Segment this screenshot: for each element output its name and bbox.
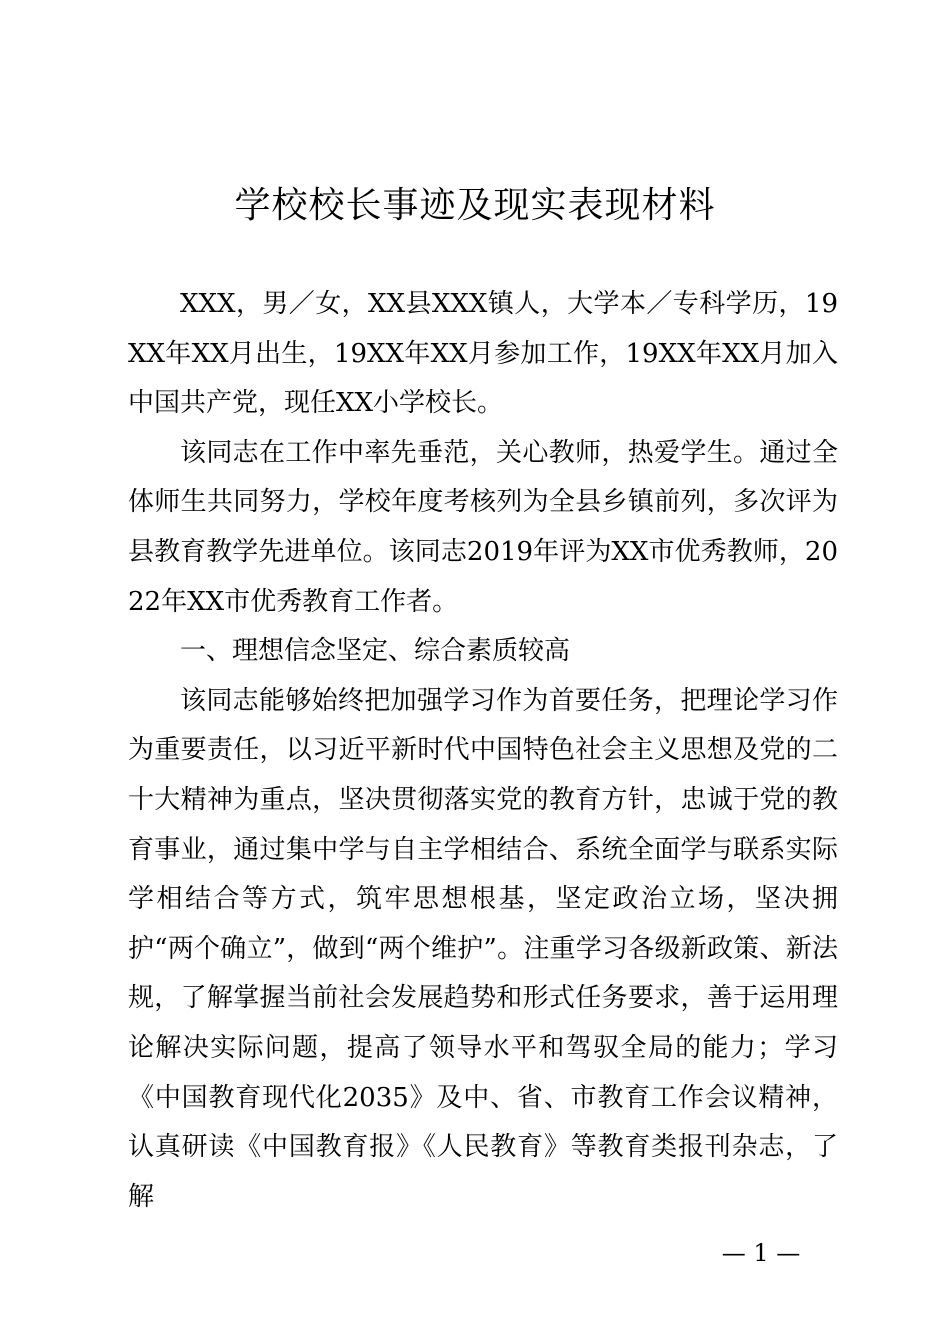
- section-heading: 一、理想信念坚定、综合素质较高: [180, 636, 571, 667]
- document-body: [128, 280, 838, 1222]
- section-paragraph: 该同志能够始终把加强学习作为首要任务，把理论学习作为重要责任，以习近平新时代中国特色社会主义思想及党的二十大精神为重点，坚决贯彻落实党的教育方针，忠诚于党的教育事业，通过集中学与自主学相结合、系统全面学与联系实际学相结合等方式，筑牢思想根基，坚定政治立场，坚决拥护“两个确立”，做到“两个维护”。注重学习各级新政策、新法规，了解掌握当前社会发展趋势和形式任务要求，善于运用理论解决实际问题，提高了领导水平和驾驭全局的能力；学习《中国教育现代化2035》及中、省、市教育工作会议精神，认真研读《中国教育报》《人民教育》等教育类报刊杂志，了解: [128, 685, 838, 1212]
- intro-paragraph: XXX，男／女，XX县XXX镇人，大学本／专科学历，19XX年XX月出生，19XX年XX月参加工作，19XX年XX月加入中国共产党，现任XX小学校长。: [128, 289, 838, 419]
- summary-paragraph: 该同志在工作中率先垂范，关心教师，热爱学生。通过全体师生共同努力，学校年度考核列为全县乡镇前列，多次评为县教育教学先进单位。该同志2019年评为XX市优秀教师，2022年XX市优秀教育工作者。: [128, 437, 838, 617]
- page-number: — 1 —: [721, 1239, 801, 1267]
- document-title: 学校校长事迹及现实表现材料: [234, 185, 716, 226]
